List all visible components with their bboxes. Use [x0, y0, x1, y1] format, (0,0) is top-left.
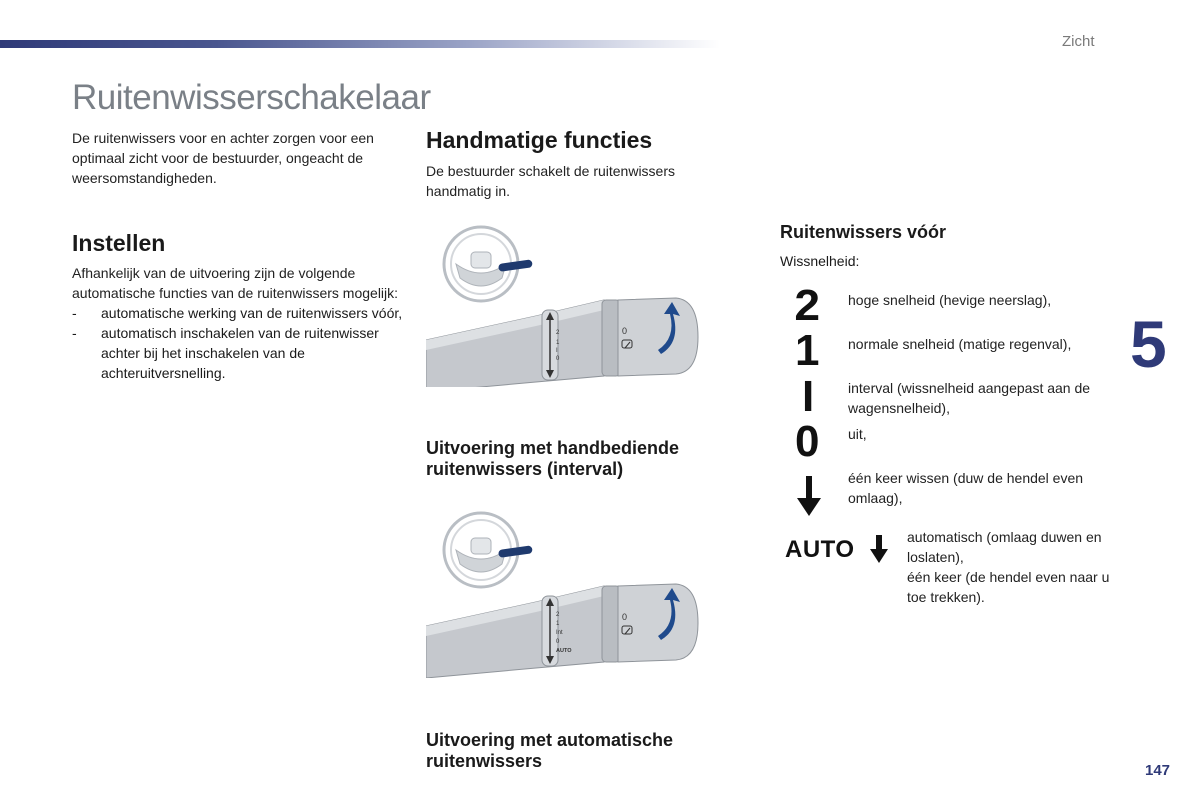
desc-high-speed: hoge snelheid (hevige neerslag),	[848, 292, 1052, 308]
instellen-section	[72, 263, 407, 383]
desc-interval: interval (wissnelheid aangepast aan de wagensnelheid),	[848, 380, 1091, 416]
list-dash: -	[72, 305, 77, 321]
steering-wheel-icon	[444, 227, 533, 301]
stalk-tick-label: Int	[556, 630, 563, 636]
desc-off: uit,	[848, 426, 867, 442]
list-item-text: automatisch inschakelen van de ruitenwisser achter bij het inschakelen van de achteruitversnelling.	[101, 325, 379, 381]
off-symbol: 0	[795, 417, 820, 466]
desc-auto	[907, 527, 1117, 607]
handmatig-text: De bestuurder schakelt de ruitenwissers handmatig in.	[426, 163, 676, 199]
list-item	[72, 303, 407, 323]
auto-heading: Uitvoering met automatische ruitenwissers	[426, 730, 674, 771]
stalk-tick-label: 2	[556, 330, 560, 336]
desc-auto-line: automatisch (omlaag duwen en loslaten),	[907, 529, 1102, 565]
interval-heading: Uitvoering met handbediende ruitenwissers (interval)	[426, 438, 680, 479]
instellen-heading: Instellen	[72, 230, 166, 256]
intro-paragraph: De ruitenwissers voor en achter zorgen voor een optimaal zicht voor de bestuurder, ongeacht de weersomstandigheden.	[72, 130, 374, 186]
down-arrow-icon	[796, 476, 822, 516]
intro-paragraph-block	[72, 128, 402, 188]
steering-wheel-icon	[444, 513, 533, 587]
desc-auto-once: één keer (de hendel even naar u toe trekken).	[907, 569, 1110, 605]
down-arrow-icon	[870, 535, 888, 563]
chapter-number: 5	[1130, 307, 1167, 381]
list-item	[72, 323, 407, 383]
stalk-tick-label: I	[556, 348, 558, 354]
stalk-tick-label: AUTO	[556, 648, 572, 654]
stalk-tick-label: 0	[556, 639, 560, 645]
list-dash: -	[72, 325, 77, 341]
instellen-list	[72, 303, 407, 383]
speed-label: Wissnelheid:	[780, 253, 860, 269]
stalk-tick-label: 2	[556, 612, 560, 618]
wiper-stalk-illustration-interval	[426, 222, 706, 387]
desc-single-wipe: één keer wissen (duw de hendel even omlaag),	[848, 470, 1084, 506]
page-number: 147	[1145, 762, 1171, 779]
speed-1-symbol: 1	[795, 326, 820, 375]
front-wipers-heading: Ruitenwissers vóór	[780, 222, 947, 242]
list-item-text: automatische werking van de ruitenwissers vóór,	[101, 305, 403, 321]
speed-2-symbol: 2	[794, 281, 821, 330]
handmatig-heading: Handmatige functies	[426, 127, 653, 153]
stalk-off-label: 0	[622, 612, 628, 622]
desc-normal-speed: normale snelheid (matige regenval),	[848, 336, 1072, 352]
instellen-text: Afhankelijk van de uitvoering zijn de volgende automatische functies van de ruitenwissers mogelijk:	[72, 265, 399, 301]
wiper-stalk-illustration-auto	[426, 508, 706, 678]
stalk-tick-label: 1	[556, 340, 560, 346]
section-label: Zicht	[1062, 33, 1095, 50]
stalk-off-label: 0	[622, 326, 628, 336]
stalk-tick-label: 1	[556, 621, 560, 627]
header-accent-bar	[0, 40, 720, 48]
stalk-tick-label: 0	[556, 356, 560, 362]
auto-symbol: AUTO	[785, 536, 855, 563]
page-title: Ruitenwisserschakelaar	[72, 78, 431, 117]
interval-symbol: I	[802, 372, 815, 421]
